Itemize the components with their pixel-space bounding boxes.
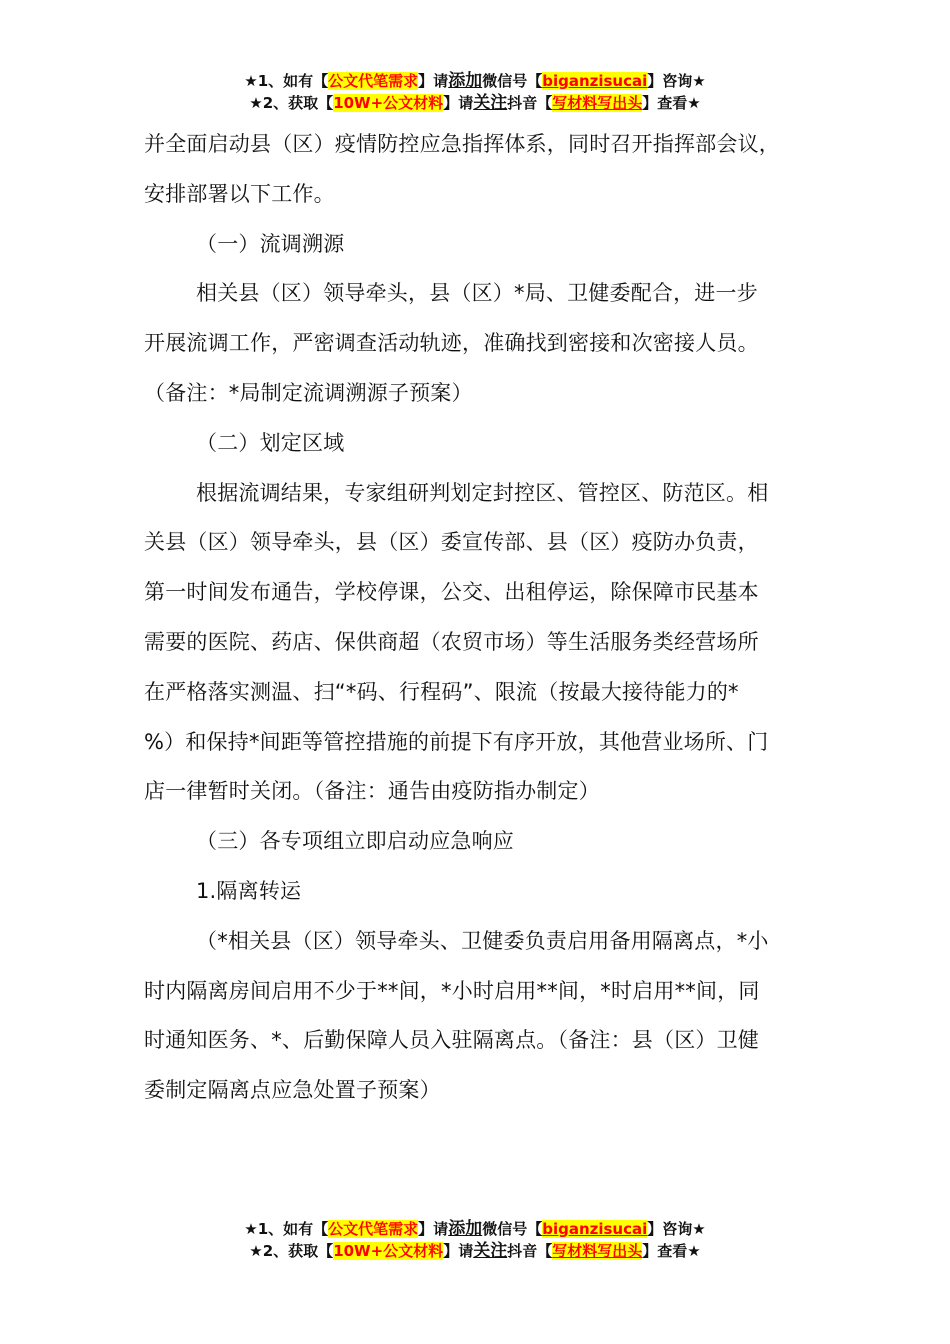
douyin-id-link[interactable]: 写材料写出头	[552, 94, 643, 112]
ad-text: 】请	[443, 94, 474, 112]
body-line: 需要的医院、药店、保供商超（农贸市场）等生活服务类经营场所	[144, 629, 759, 654]
body-line: 关县（区）领导牵头，县（区）委宣传部、县（区）疫防办负责，	[144, 530, 759, 555]
ad-text: 微信号【	[482, 72, 543, 90]
ad-text: 】查看★	[642, 94, 701, 112]
ad-text: 】请	[418, 72, 449, 90]
section-heading: （三）各专项组立即启动应急响应	[196, 829, 514, 854]
ad-emphasis: 关注	[473, 93, 508, 113]
header-ad-line-2	[0, 92, 950, 114]
body-line: 开展流调工作，严密调查活动轨迹，准确找到密接和次密接人员。	[144, 331, 759, 356]
ad-text: 】请	[443, 1242, 474, 1260]
douyin-id-link[interactable]: 写材料写出头	[552, 1242, 643, 1260]
footer-ad-line-2	[0, 1240, 950, 1262]
ad-text: ★1、如有【	[244, 1220, 329, 1238]
footer-ad	[0, 1218, 950, 1262]
body-line: 安排部署以下工作。	[144, 181, 335, 206]
ad-text: 】咨询★	[647, 72, 706, 90]
header-ad	[0, 70, 950, 114]
wechat-id-link[interactable]: biganzisucai	[542, 72, 648, 90]
body-line: （*相关县（区）领导牵头、卫健委负责启用备用隔离点，*小	[196, 928, 769, 953]
ad-text: ★2、获取【	[249, 1242, 334, 1260]
body-line: 店一律暂时关闭。（备注：通告由疫防指办制定）	[144, 779, 600, 804]
body-line: 并全面启动县（区）疫情防控应急指挥体系，同时召开指挥部会议，	[144, 132, 780, 156]
ad-text: 】查看★	[642, 1242, 701, 1260]
header-ad-line-1	[0, 70, 950, 92]
ad-text: 微信号【	[482, 1220, 543, 1238]
body-line: 相关县（区）领导牵头，县（区）*局、卫健委配合，进一步	[196, 281, 758, 306]
section-heading: （二）划定区域	[196, 430, 345, 455]
body-line: （备注：*局制定流调溯源子预案）	[144, 380, 473, 405]
subsection-heading: 1.隔离转运	[196, 878, 302, 903]
ad-highlight: 公文代笔需求	[328, 1220, 419, 1238]
ad-text: 】请	[418, 1220, 449, 1238]
ad-highlight: 公文代笔需求	[328, 72, 419, 90]
body-line: 根据流调结果，专家组研判划定封控区、管控区、防范区。相	[196, 480, 769, 505]
body-line: 时内隔离房间启用不少于**间，*小时启用**间，*时启用**间，同	[144, 978, 760, 1003]
document-body	[144, 120, 824, 1116]
ad-emphasis: 关注	[473, 1241, 508, 1261]
ad-text: ★1、如有【	[244, 72, 329, 90]
body-line: 在严格落实测温、扫“*码、行程码”、限流（按最大接待能力的*	[144, 679, 739, 704]
ad-text: 】咨询★	[647, 1220, 706, 1238]
footer-ad-line-1	[0, 1218, 950, 1240]
ad-highlight: 10W+公文材料	[333, 94, 444, 112]
ad-text: 抖音【	[507, 94, 553, 112]
ad-highlight: 10W+公文材料	[333, 1242, 444, 1260]
wechat-id-link[interactable]: biganzisucai	[542, 1220, 648, 1238]
ad-emphasis: 添加	[448, 1219, 483, 1239]
body-line: 第一时间发布通告，学校停课，公交、出租停运，除保障市民基本	[144, 580, 759, 605]
ad-emphasis: 添加	[448, 71, 483, 91]
ad-text: ★2、获取【	[249, 94, 334, 112]
ad-text: 抖音【	[507, 1242, 553, 1260]
body-line: %）和保持*间距等管控措施的前提下有序开放，其他营业场所、门	[144, 729, 769, 754]
body-line: 时通知医务、*、后勤保障人员入驻隔离点。（备注：县（区）卫健	[144, 1028, 759, 1053]
body-line: 委制定隔离点应急处置子预案）	[144, 1078, 441, 1103]
section-heading: （一）流调溯源	[196, 231, 345, 256]
